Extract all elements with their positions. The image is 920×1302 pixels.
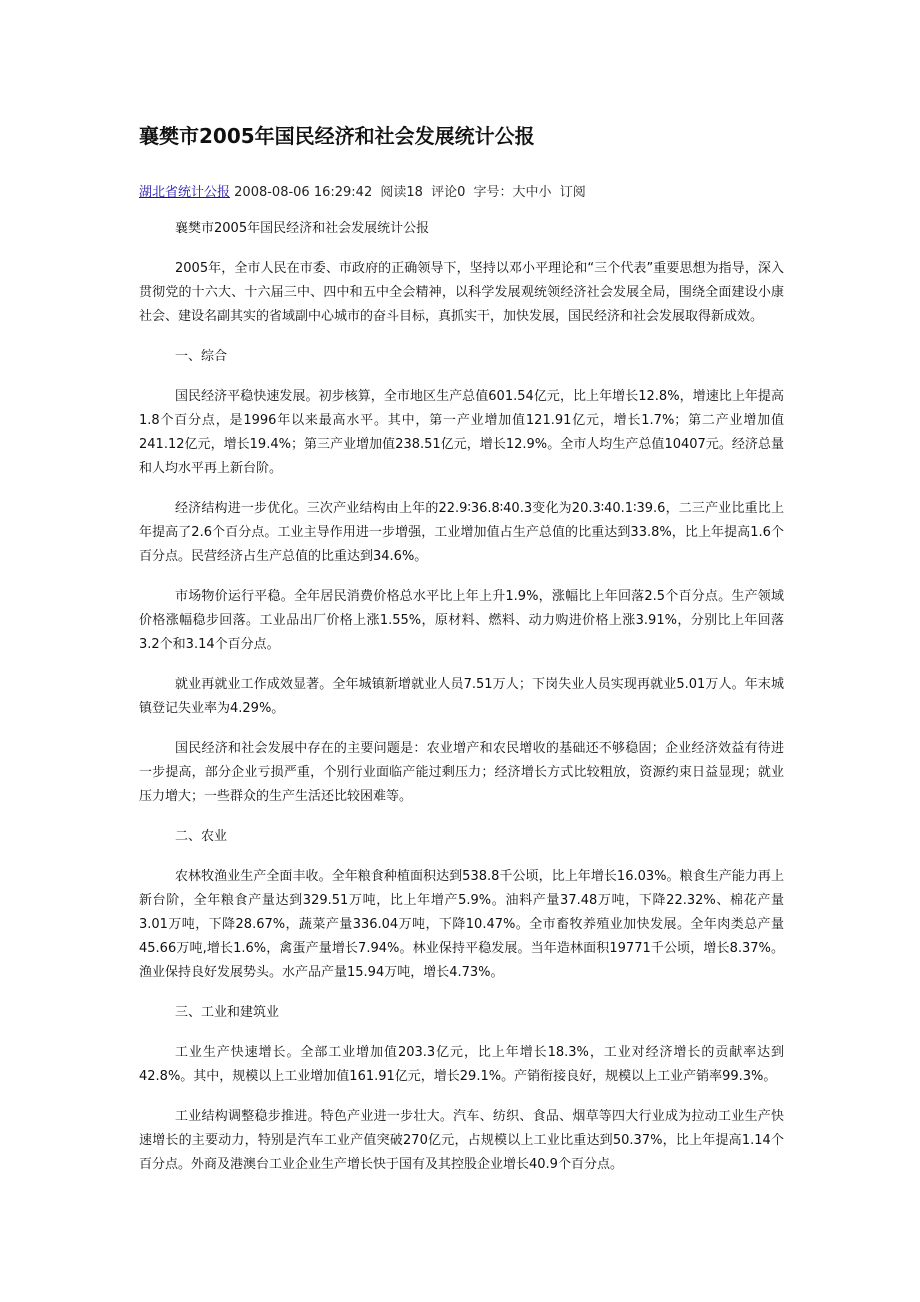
article-title: 襄樊市2005年国民经济和社会发展统计公报 (139, 124, 535, 148)
body-paragraph: 就业再就业工作成效显著。全年城镇新增就业人员7.51万人；下岗失业人员实现再就业5.01万人。年末城镇登记失业率为4.29%。 (139, 677, 784, 716)
read-count: 阅读18 (380, 185, 423, 200)
font-size-large-button[interactable]: 大 (512, 185, 526, 200)
comment-count[interactable]: 评论0 (431, 185, 466, 200)
section-heading: 三、工业和建筑业 (175, 1005, 280, 1020)
body-paragraph: 市场物价运行平稳。全年居民消费价格总水平比上年上升1.9%，涨幅比上年回落2.5个百分点。生产领域价格涨幅稳步回落。工业品出厂价格上涨1.55%，原材料、燃料、动力购进价格上涨3.91%，分别比上年回落3.2个和3.14个百分点。 (139, 589, 784, 652)
intro-paragraph: 2005年，全市人民在市委、市政府的正确领导下，坚持以邓小平理论和“三个代表”重要思想为指导，深入贯彻党的十六大、十六届三中、四中和五中全会精神，以科学发展观统领经济社会发展全局，围绕全面建设小康社会、建设名副其实的省域副中心城市的奋斗目标，真抓实干，加快发展，国民经济和社会发展取得新成效。 (139, 261, 784, 324)
section-heading: 一、综合 (175, 349, 228, 364)
font-size-label: 字号： (473, 185, 513, 200)
subtitle-paragraph: 襄樊市2005年国民经济和社会发展统计公报 (175, 221, 430, 236)
font-size-medium-button[interactable]: 中 (525, 185, 539, 200)
article-meta (139, 183, 586, 203)
body-paragraph: 经济结构进一步优化。三次产业结构由上年的22.9∶36.8∶40.3变化为20.3∶40.1∶39.6，二三产业比重比上年提高了2.6个百分点。工业主导作用进一步增强，工业增加值占生产总值的比重达到33.8%，比上年提高1.6个百分点。民营经济占生产总值的比重达到34.6%。 (139, 501, 784, 564)
section-heading: 二、农业 (175, 829, 228, 844)
body-paragraph: 农林牧渔业生产全面丰收。全年粮食种植面积达到538.8千公顷，比上年增长16.03%。粮食生产能力再上新台阶，全年粮食产量达到329.51万吨，比上年增产5.9%。油料产量37.48万吨，下降22.32%、棉花产量3.01万吨，下降28.67%，蔬菜产量336.04万吨，下降10.47%。全市畜牧养殖业加快发展。全年肉类总产量45.66万吨,增长1.6%，禽蛋产量增长7.94%。林业保持平稳发展。当年造林面积19771千公顷，增长8.37%。渔业保持良好发展势头。水产品产量15.94万吨，增长4.73%。 (139, 869, 784, 980)
font-size-small-button[interactable]: 小 (538, 185, 552, 200)
article-body (139, 217, 784, 1193)
body-paragraph: 国民经济和社会发展中存在的主要问题是：农业增产和农民增收的基础还不够稳固；企业经济效益有待进一步提高，部分企业亏损严重，个别行业面临产能过剩压力；经济增长方式比较粗放，资源约束日益显现；就业压力增大；一些群众的生产生活还比较困难等。 (139, 741, 784, 804)
body-paragraph: 工业生产快速增长。全部工业增加值203.3亿元，比上年增长18.3%，工业对经济增长的贡献率达到42.8%。其中，规模以上工业增加值161.91亿元，增长29.1%。产销衔接良好，规模以上工业产销率99.3%。 (139, 1045, 784, 1084)
body-paragraph: 国民经济平稳快速发展。初步核算，全市地区生产总值601.54亿元，比上年增长12.8%，增速比上年提高1.8个百分点，是1996年以来最高水平。其中，第一产业增加值121.91亿元，增长1.7%；第二产业增加值241.12亿元，增长19.4%；第三产业增加值238.51亿元，增长12.9%。全市人均生产总值10407元。经济总量和人均水平再上新台阶。 (139, 389, 784, 476)
subscribe-button[interactable]: 订阅 (559, 185, 586, 200)
post-datetime: 2008-08-06 16:29:42 (234, 185, 373, 200)
body-paragraph: 工业结构调整稳步推进。特色产业进一步壮大。汽车、纺织、食品、烟草等四大行业成为拉动工业生产快速增长的主要动力，特别是汽车工业产值突破270亿元，占规模以上工业比重达到50.37%，比上年提高1.14个百分点。外商及港澳台工业企业生产增长快于国有及其控股企业增长40.9个百分点。 (139, 1109, 784, 1172)
source-link[interactable]: 湖北省统计公报 (139, 185, 231, 200)
